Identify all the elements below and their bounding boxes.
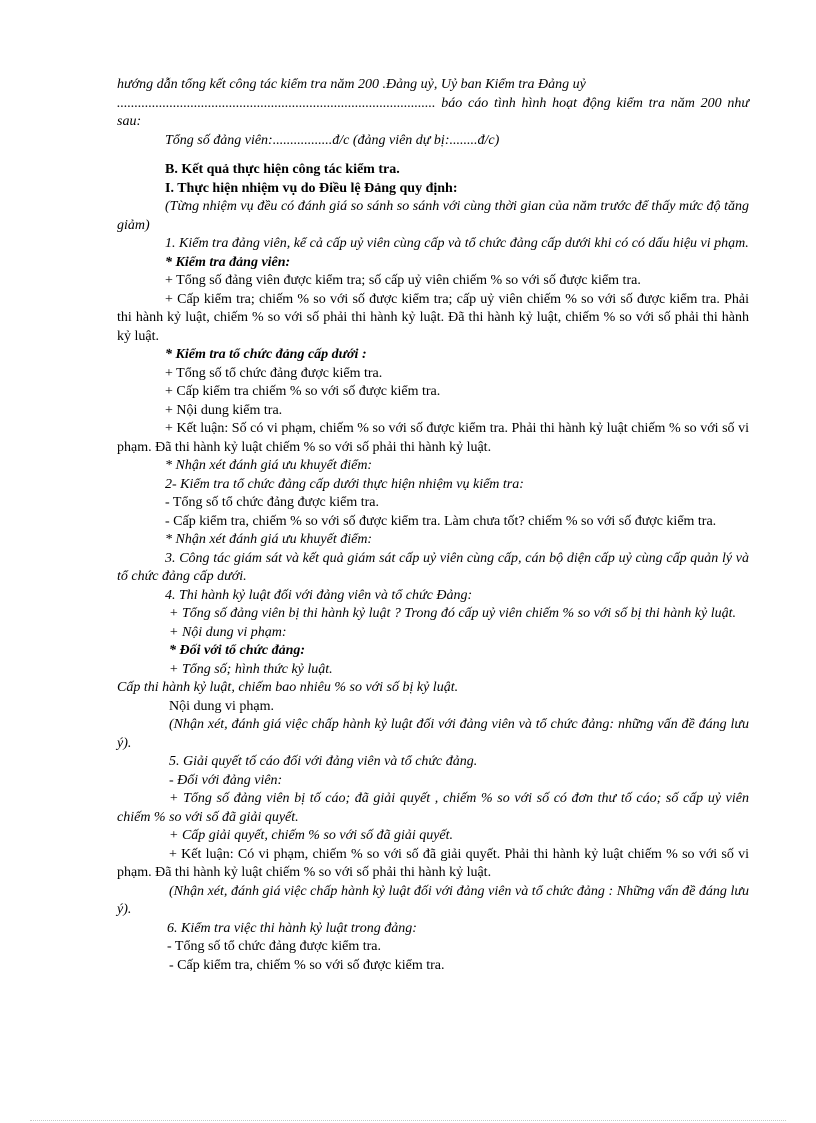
document-body xyxy=(117,76,749,975)
item-5-assessment: (Nhận xét, đánh giá việc chấp hành kỷ luật đối với đảng viên và tổ chức đảng : Những vấn đề đáng lưu ý). xyxy=(117,883,749,917)
section-b-heading: B. Kết quả thực hiện công tác kiểm tra. xyxy=(165,162,400,177)
item-4-total: + Tổng số đảng viên bị thi hành kỷ luật ? Trong đó cấp uỷ viên chiếm % so với số bị thi hành kỷ luật. xyxy=(169,606,736,621)
item-4-assessment: (Nhận xét, đánh giá việc chấp hành kỷ luật đối với đảng viên và tổ chức đảng: những vấn đề đáng lưu ý). xyxy=(117,717,749,751)
org-discipline-level: Cấp thi hành kỷ luật, chiếm bao nhiêu % so với số bị kỷ luật. xyxy=(117,680,459,695)
section-i-note: (Từng nhiệm vụ đều có đánh giá so sánh so sánh với cùng thời gian của năm trước để thấy mức độ tăng giảm) xyxy=(117,199,749,233)
assessment-note-2: * Nhận xét đánh giá ưu khuyết điểm: xyxy=(165,532,373,547)
org-check-level: + Cấp kiểm tra chiếm % so với số được kiểm tra. xyxy=(165,384,441,399)
item-4-violation: + Nội dung vi phạm: xyxy=(169,624,287,640)
spacer xyxy=(117,150,749,161)
item-2-heading: 2- Kiểm tra tổ chức đảng cấp dưới thực hiện nhiệm vụ kiểm tra: xyxy=(165,476,524,492)
org-discipline-content: Nội dung vi phạm. xyxy=(169,698,274,714)
item-5-heading: 5. Giải quyết tố cáo đối với đảng viên và tổ chức đảng. xyxy=(169,754,478,769)
sub-heading-org-discipline: * Đối với tổ chức đảng: xyxy=(169,643,306,658)
item-4-heading: 4. Thi hành kỷ luật đối với đảng viên và tổ chức Đảng: xyxy=(165,587,473,603)
item-5-level: + Cấp giải quyết, chiếm % so với số đã giải quyết. xyxy=(169,828,454,843)
sub-heading-org-check: * Kiểm tra tổ chức đảng cấp dưới : xyxy=(165,347,367,362)
item-5-conclusion: + Kết luận: Có vi phạm, chiếm % so với số đã giải quyết. Phải thi hành kỷ luật chiếm % so với số vi phạm. Đã thi hành kỷ luật chiếm % so với số phải thi hành kỷ luật. xyxy=(117,846,749,880)
item-2-detail: - Cấp kiểm tra, chiếm % so với số được kiểm tra. Làm chưa tốt? chiếm % so với số được kiểm tra. xyxy=(165,513,717,529)
page-bottom-rule xyxy=(30,1120,786,1121)
org-check-content: + Nội dung kiểm tra. xyxy=(165,402,283,418)
assessment-note-1: * Nhận xét đánh giá ưu khuyết điểm: xyxy=(165,458,373,473)
item-3-heading: 3. Công tác giám sát và kết quả giám sát cấp uỷ viên cùng cấp, cán bộ diện cấp uỷ cùng cấp quản lý và tổ chức đảng cấp dưới. xyxy=(117,550,749,584)
sub-heading-member-check: * Kiểm tra đảng viên: xyxy=(165,254,291,270)
item-6-total: - Tổng số tổ chức đảng được kiểm tra. xyxy=(167,939,381,954)
org-discipline-total: + Tổng số; hình thức kỷ luật. xyxy=(169,661,333,677)
section-i-heading: I. Thực hiện nhiệm vụ do Điều lệ Đảng quy định: xyxy=(165,180,458,196)
total-members-line: Tổng số đảng viên:.................đ/c (đảng viên dự bị:........đ/c) xyxy=(165,132,500,148)
item-6-heading: 6. Kiểm tra việc thi hành kỷ luật trong đảng: xyxy=(167,920,417,936)
member-check-detail: + Cấp kiểm tra; chiếm % so với số được kiểm tra; cấp uỷ viên chiếm % so với số được kiểm tra. Phải thi hành kỷ luật, chiếm % so với số phải thi hành kỷ luật. Đã thi hành kỷ luật, chiếm % so với số phải thi hành kỷ luật. xyxy=(117,291,749,344)
intro-line-1: hướng dẫn tổng kết công tác kiểm tra năm 200 .Đảng uỷ, Uỷ ban Kiểm tra Đảng uỷ xyxy=(117,77,586,92)
item-5-total: + Tổng số đảng viên bị tố cáo; đã giải quyết , chiếm % so với số có đơn thư tố cáo; số cấp uỷ viên chiếm % so với số đã giải quyết. xyxy=(117,791,749,825)
item-2-total: - Tổng số tổ chức đảng được kiểm tra. xyxy=(165,495,379,510)
item-6-level: - Cấp kiểm tra, chiếm % so với số được kiểm tra. xyxy=(169,957,445,973)
org-check-conclusion: + Kết luận: Số có vi phạm, chiếm % so với số được kiểm tra. Phải thi hành kỷ luật chiếm % so với số vi phạm. Đã thi hành kỷ luật chiếm % so với số phải thi hành kỷ luật. xyxy=(117,421,749,455)
item-1-heading: 1. Kiểm tra đảng viên, kể cả cấp uỷ viên cùng cấp và tổ chức đảng cấp dưới khi có có dấu hiệu vi phạm. xyxy=(165,236,749,251)
intro-line-2: ........................................................................................... báo cáo tình hình hoạt động kiểm tra năm 200 như sau: xyxy=(117,95,749,129)
item-5-members: - Đối với đảng viên: xyxy=(169,772,283,788)
member-check-total: + Tổng số đảng viên được kiểm tra; số cấp uỷ viên chiếm % so với số được kiểm tra. xyxy=(165,273,641,288)
org-check-total: + Tổng số tổ chức đảng được kiểm tra. xyxy=(165,365,383,381)
